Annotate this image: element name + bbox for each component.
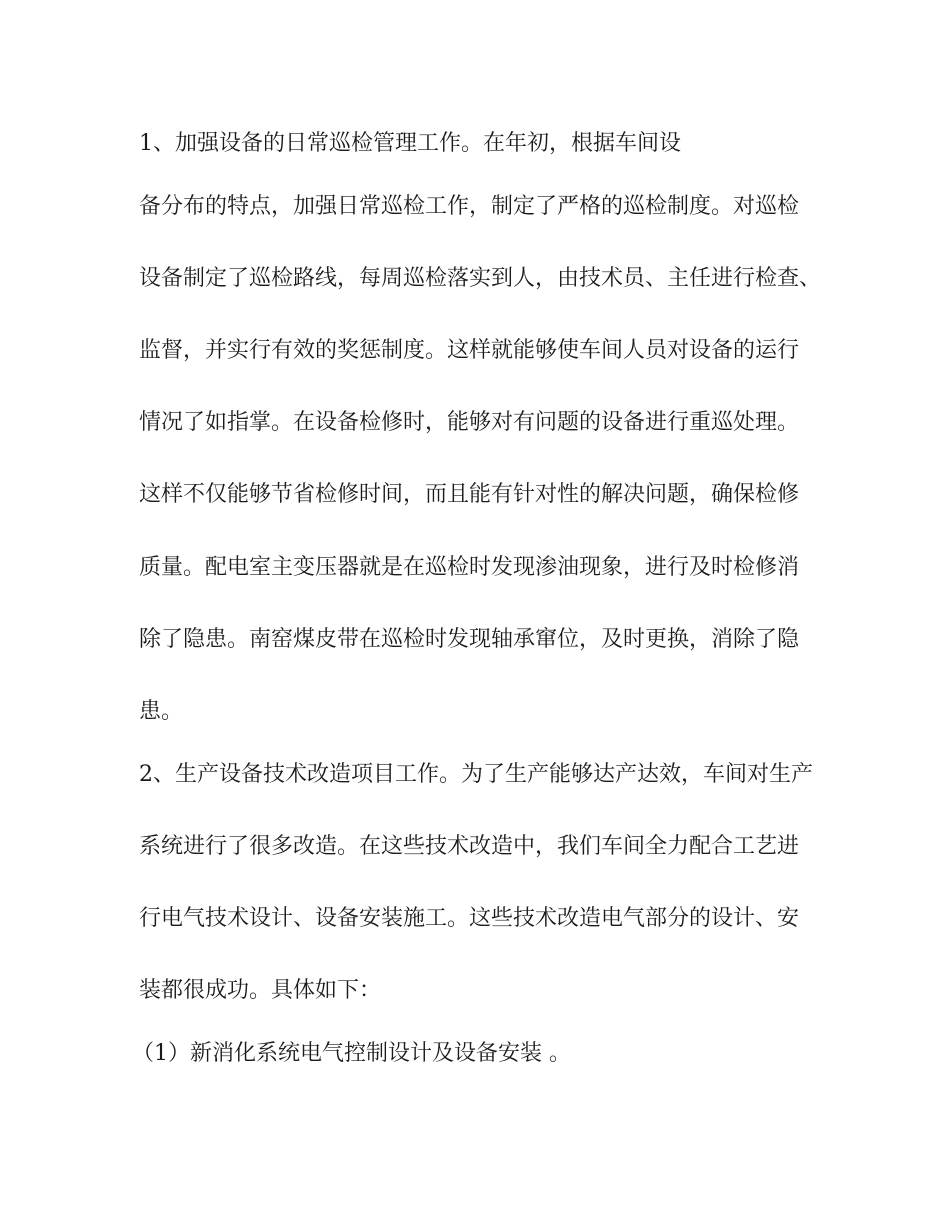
paragraph-line: 装都很成功。具体如下： [139,978,382,1003]
list-item-line: （1）新消化系统电气控制设计及设备安装 。 [132,1041,571,1066]
paragraph-line: 情况了如指掌。在设备检修时，能够对有问题的设备进行重巡处理。 [139,410,800,435]
paragraph-line: 这样不仅能够节省检修时间，而且能有针对性的解决问题，确保检修 [139,482,800,507]
paragraph-line: 患。 [139,699,184,724]
paragraph-line: 备分布的特点，加强日常巡检工作，制定了严格的巡检制度。对巡检 [139,194,800,219]
paragraph-line: 质量。配电室主变压器就是在巡检时发现渗油现象，进行及时检修消 [139,555,800,580]
paragraph-line: 2、生产设备技术改造项目工作。为了生产能够达产达效，车间对生产 [139,762,813,787]
paragraph-line: 除了隐患。南窑煤皮带在巡检时发现轴承窜位，及时更换，消除了隐 [139,627,800,652]
paragraph-line: 设备制定了巡检路线，每周巡检落实到人，由技术员、主任进行检查、 [139,266,822,291]
paragraph-line: 系统进行了很多改造。在这些技术改造中，我们车间全力配合工艺进 [139,834,800,859]
paragraph-line: 1、加强设备的日常巡检管理工作。在年初，根据车间设 [139,131,681,156]
paragraph-line: 行电气技术设计、设备安装施工。这些技术改造电气部分的设计、安 [139,906,800,931]
paragraph-line: 监督，并实行有效的奖惩制度。这样就能够使车间人员对设备的运行 [139,338,800,363]
